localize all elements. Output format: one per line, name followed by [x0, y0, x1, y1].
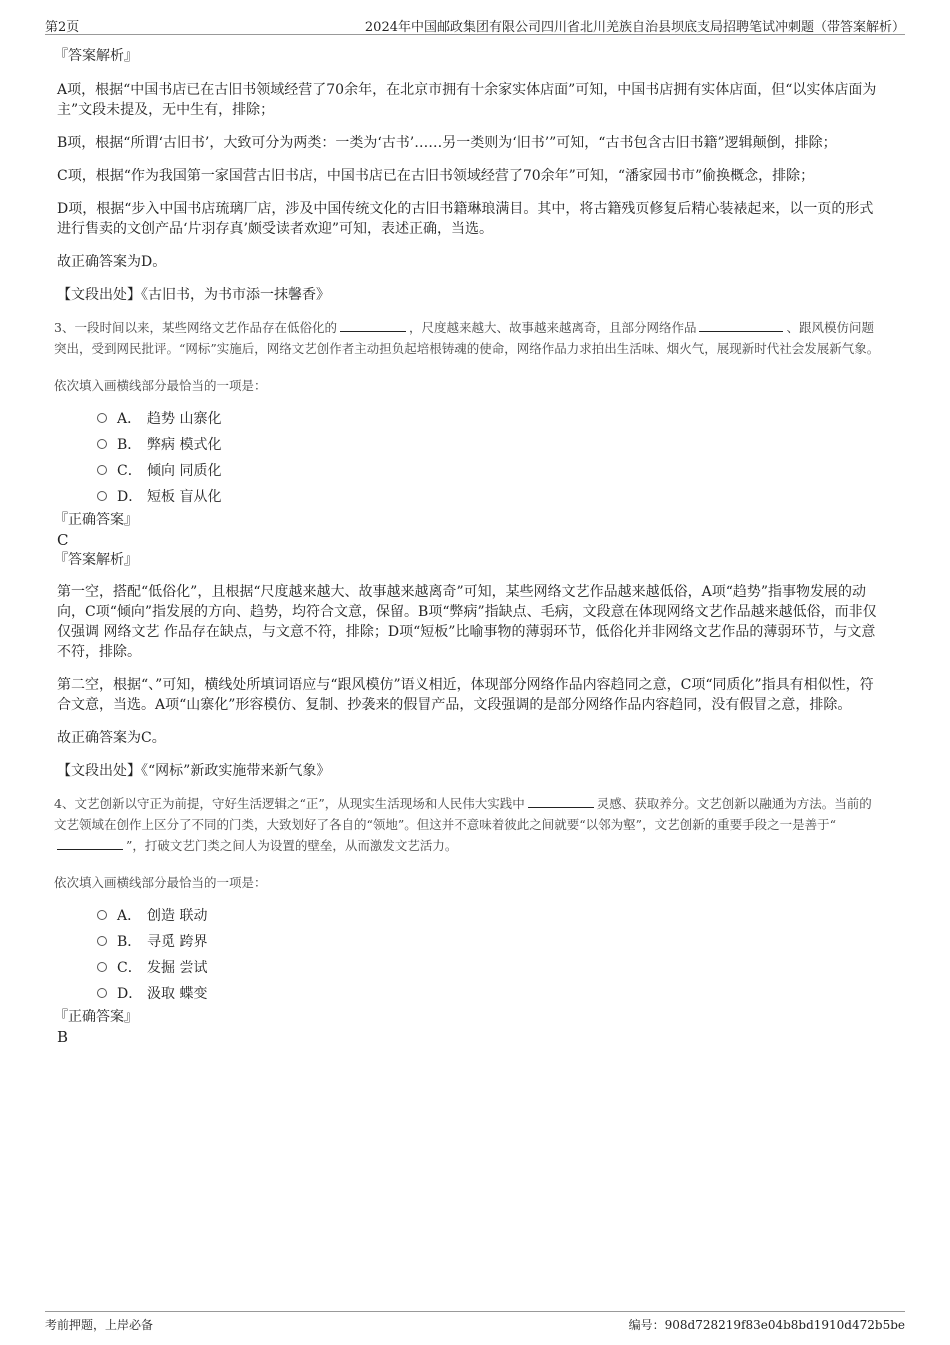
- document-code: 编号：908d728219f83e04b8bd1910d472b5be: [628, 1318, 905, 1332]
- analysis-paragraph: C项，根据“作为我国第一家国营古旧书店，中国书店已在古旧书领域经营了70余年”可知，“潘家园书市”偷换概念，排除；: [57, 168, 815, 184]
- question-3-prompt: 依次填入画横线部分最恰当的一项是：: [54, 378, 267, 393]
- correct-answer-label: 『正确答案』: [54, 512, 138, 528]
- option-c[interactable]: C． 倾向 同质化: [97, 458, 887, 484]
- analysis-conclusion: 故正确答案为C。: [57, 730, 166, 746]
- page-footer: [45, 1311, 905, 1334]
- source-citation: 【文段出处】《古旧书，为书市添一抹馨香》: [57, 287, 330, 303]
- radio-icon[interactable]: [97, 910, 107, 920]
- question-3-options: [97, 406, 887, 510]
- question-4-prompt: 依次填入画横线部分最恰当的一项是：: [54, 875, 267, 890]
- analysis-paragraph: A项，根据“中国书店已在古旧书领域经营了70余年，在北京市拥有十余家实体店面”可知，中国书店拥有实体店面，但“以实体店面为主”文段未提及，无中生有，排除；: [57, 82, 877, 118]
- correct-answer: C: [57, 531, 69, 549]
- correct-answer-label: 『正确答案』: [54, 1009, 138, 1025]
- page-number: 第2页: [45, 20, 80, 35]
- question-3-text: 3、一段时间以来，某些网络文艺作品存在低俗化的 ，尺度越来越大、故事越来越离奇，且部分网络作品 、跟风模仿问题突出，受到网民批评。“网标”实施后，网络文艺创作者主动担负起培根铸魂的使命，网络作品力求拍出生活味、烟火气，展现新时代社会发展新气象。: [54, 320, 880, 356]
- radio-icon[interactable]: [97, 413, 107, 423]
- analysis-paragraph: 第一空，搭配“低俗化”，且根据“尺度越来越大、故事越来越离奇”可知，某些网络文艺作品越来越低俗，A项“趋势”指事物发展的动向，C项“倾向”指发展的方向、趋势，均符合文意，保留。B项“弊病”指缺点、毛病，文段意在体现网络文艺作品越来越低俗，而非仅仅强调 网络文艺 作品存在缺点，与文意不符，排除；D项“短板”比喻事物的薄弱环节，低俗化并非网络文艺作品的薄弱环节，与文意不符，排除。: [57, 584, 877, 660]
- radio-icon[interactable]: [97, 988, 107, 998]
- analysis-paragraph: 第二空，根据“、”可知，横线处所填词语应与“跟风模仿”语义相近，体现部分网络作品内容趋同之意，C项“同质化”指具有相似性，符合文意，当选。A项“山寨化”形容模仿、复制、抄袭来的假冒产品，文段强调的是部分网络作品内容趋同，没有假冒之意，排除。: [57, 677, 874, 713]
- source-citation: 【文段出处】《“网标”新政实施带来新气象》: [57, 763, 331, 779]
- correct-answer: B: [57, 1028, 69, 1046]
- radio-icon[interactable]: [97, 936, 107, 946]
- blank-line: [57, 837, 123, 850]
- option-b[interactable]: B． 寻觅 跨界: [97, 929, 887, 955]
- analysis-paragraph: D项，根据“步入中国书店琉璃厂店，涉及中国传统文化的古旧书籍琳琅满目。其中，将古籍残页修复后精心装裱起来，以一页的形式进行售卖的文创产品‘片羽存真’颇受读者欢迎”可知，表述正确，当选。: [57, 201, 874, 237]
- page-header: [45, 14, 905, 35]
- radio-icon[interactable]: [97, 465, 107, 475]
- option-a[interactable]: A． 趋势 山寨化: [97, 406, 887, 432]
- document-title: 2024年中国邮政集团有限公司四川省北川羌族自治县坝底支局招聘笔试冲刺题（带答案解析）: [364, 20, 905, 35]
- option-d[interactable]: D． 汲取 蝶变: [97, 981, 887, 1007]
- radio-icon[interactable]: [97, 491, 107, 501]
- radio-icon[interactable]: [97, 962, 107, 972]
- option-b[interactable]: B． 弊病 模式化: [97, 432, 887, 458]
- option-d[interactable]: D． 短板 盲从化: [97, 484, 887, 510]
- blank-line: [340, 319, 406, 332]
- question-4-text: 4、文艺创新以守正为前提，守好生活逻辑之“正”，从现实生活现场和人民伟大实践中 灵感、获取养分。文艺创新以融通为方法。当前的文艺领域在创作上区分了不同的门类，大致划好了各自的“领地”。但这并不意味着彼此之间就要“以邻为壑”，文艺创新的重要手段之一是善于“”，打破文艺门类之间人为设置的壁垒，从而激发文艺活力。: [54, 796, 872, 853]
- question-4-options: [97, 903, 887, 1007]
- footer-slogan: 考前押题，上岸必备: [45, 1318, 154, 1332]
- analysis-label: 『答案解析』: [54, 48, 138, 64]
- option-a[interactable]: A． 创造 联动: [97, 903, 887, 929]
- analysis-conclusion: 故正确答案为D。: [57, 254, 167, 270]
- radio-icon[interactable]: [97, 439, 107, 449]
- blank-line: [699, 319, 783, 332]
- document-body: [54, 46, 887, 1047]
- analysis-label: 『答案解析』: [54, 552, 138, 568]
- analysis-paragraph: B项，根据“所谓‘古旧书’，大致可分为两类：一类为‘古书’……另一类则为‘旧书’”可知，“古书包含古旧书籍”逻辑颠倒，排除；: [57, 135, 837, 151]
- blank-line: [528, 795, 594, 808]
- option-c[interactable]: C． 发掘 尝试: [97, 955, 887, 981]
